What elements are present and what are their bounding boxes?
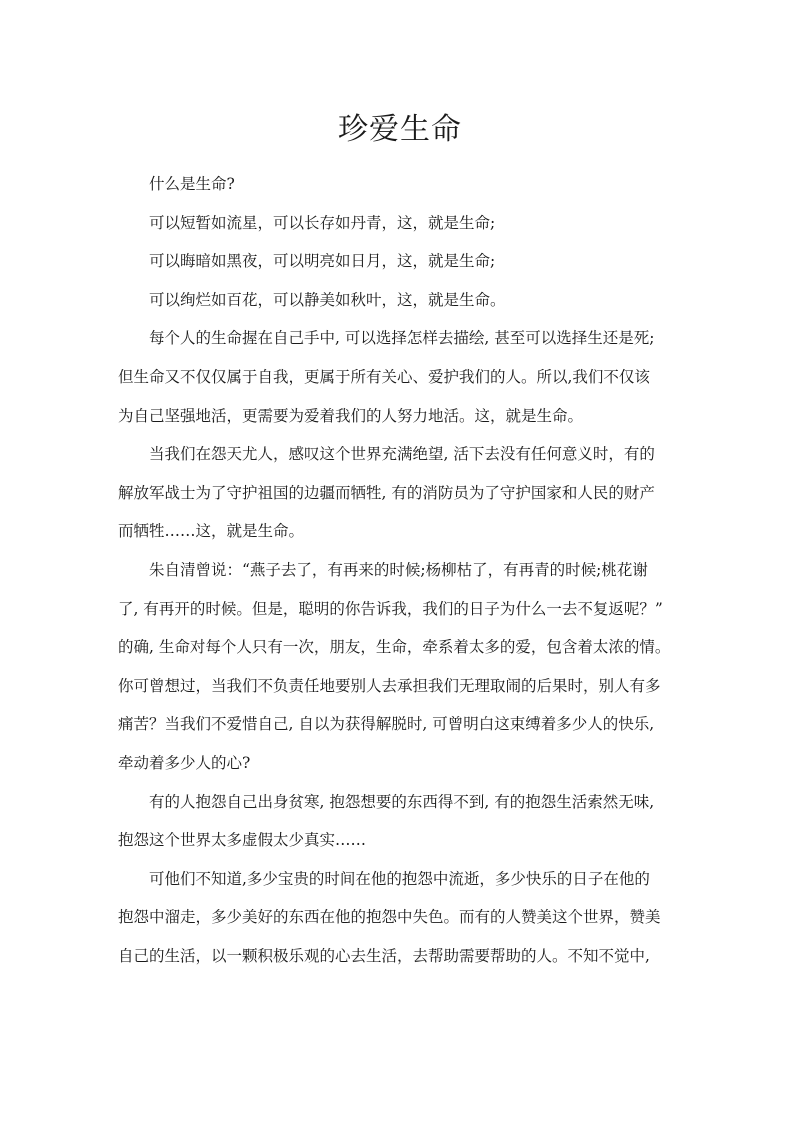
paragraph-line: 痛苦？当我们不爱惜自己, 自以为获得解脱时, 可曾明白这束缚着多少人的快乐, xyxy=(118,715,655,734)
paragraph-line: 抱怨中溜走，多少美好的东西在他的抱怨中失色。而有的人赞美这个世界，赞美 xyxy=(118,908,661,927)
page-title: 珍爱生命 xyxy=(338,112,462,147)
paragraph-line: 的确, 生命对每个人只有一次，朋友，生命，牵系着太多的爱，包含着太浓的情。 xyxy=(118,638,671,657)
paragraph-line: 你可曾想过，当我们不负责任地要别人去承担我们无理取闹的后果时，别人有多 xyxy=(118,676,661,695)
paragraph-line: 当我们在怨天尤人，感叹这个世界充满绝望, 活下去没有任何意义时，有的 xyxy=(149,445,655,464)
document-body xyxy=(118,165,684,975)
paragraph-line: 可以晦暗如黑夜，可以明亮如日月，这，就是生命; xyxy=(149,252,496,271)
paragraph-line: 解放军战士为了守护祖国的边疆而牺牲, 有的消防员为了守护国家和人民的财产 xyxy=(118,483,655,502)
paragraph-line: 了, 有再开的时候。但是，聪明的你告诉我，我们的日子为什么一去不复返呢？” xyxy=(118,599,663,618)
paragraph-line: 朱自清曾说：“燕子去了，有再来的时候;杨柳枯了，有再青的时候;桃花谢 xyxy=(149,560,648,579)
paragraph-line: 抱怨这个世界太多虚假太少真实…… xyxy=(118,831,367,850)
paragraph-line: 每个人的生命握在自己手中, 可以选择怎样去描绘, 甚至可以选择生还是死; xyxy=(149,329,655,348)
paragraph-line: 可以短暂如流星，可以长存如丹青，这，就是生命; xyxy=(149,213,496,232)
paragraph-line: 但生命又不仅仅属于自我，更属于所有关心、爱护我们的人。所以,我们不仅该 xyxy=(118,367,650,386)
paragraph-line: 可以绚烂如百花，可以静美如秋叶，这，就是生命。 xyxy=(149,290,506,309)
paragraph-line: 自己的生活，以一颗积极乐观的心去生活，去帮助需要帮助的人。不知不觉中, xyxy=(118,946,650,965)
paragraph-line: 可他们不知道,多少宝贵的时间在他的抱怨中流逝，多少快乐的日子在他的 xyxy=(149,869,650,888)
paragraph-line: 有的人抱怨自己出身贫寒, 抱怨想要的东西得不到, 有的抱怨生活索然无味, xyxy=(149,792,655,811)
paragraph-line: 为自己坚强地活，更需要为爱着我们的人努力地活。这，就是生命。 xyxy=(118,406,584,425)
paragraph-line: 而牺牲……这，就是生命。 xyxy=(118,522,305,541)
paragraph-line: 牵动着多少人的心? xyxy=(118,753,251,772)
paragraph-line: 什么是生命? xyxy=(149,175,235,193)
